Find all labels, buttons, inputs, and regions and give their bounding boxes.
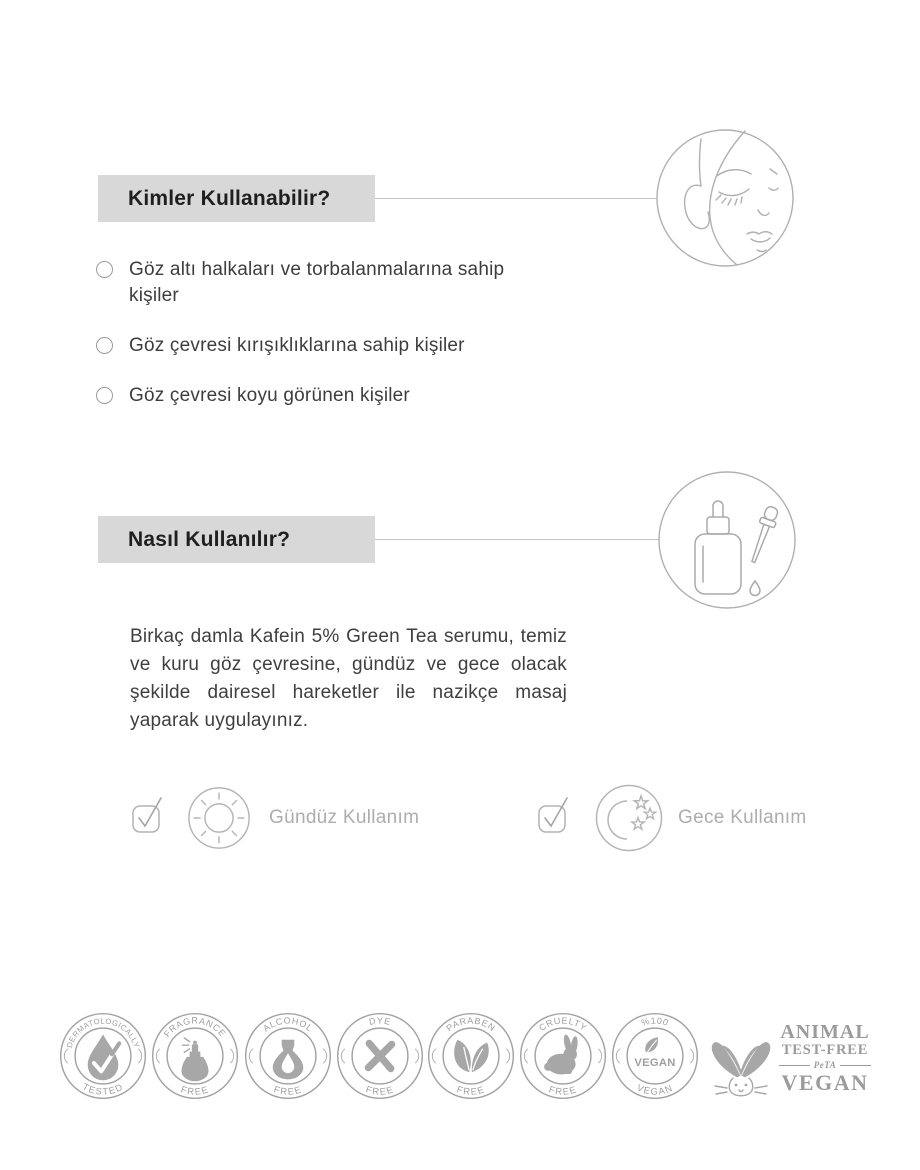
moon-icon [594, 783, 664, 853]
peta-line-vegan: VEGAN [781, 1070, 869, 1095]
svg-text:FREE: FREE [179, 1084, 211, 1097]
flask-icon [273, 1040, 304, 1080]
checkbox-night-icon [535, 794, 571, 834]
leaf-icon [645, 1037, 658, 1053]
svg-text:CRUELTY: CRUELTY [537, 1015, 590, 1034]
rabbit-icon [544, 1034, 579, 1075]
svg-text:PARABEN: PARABEN [444, 1015, 498, 1034]
svg-text:%100: %100 [640, 1015, 671, 1028]
connector-line [375, 198, 657, 199]
section-title-how: Nasıl Kullanılır? [128, 527, 291, 551]
connector-line [375, 539, 659, 540]
section-header-who [98, 175, 375, 222]
list-item-text: Göz altı halkaları ve torbalanmalarına sahip kişiler [129, 259, 505, 306]
badge-alcohol-free [243, 1011, 333, 1101]
badge-dye-free [335, 1011, 425, 1101]
circle-bullet-icon [96, 337, 113, 354]
how-to-paragraph: Birkaç damla Kafein 5% Green Tea serumu, temiz ve kuru göz çevresine, gündüz ve gece olacak şekilde dairesel hareketler ile nazikçe masaj yaparak uygulayınız. [130, 626, 567, 731]
svg-text:DERMATOLOGICALLY: DERMATOLOGICALLY [64, 1016, 142, 1050]
list-item-text: Göz çevresi koyu görünen kişiler [129, 385, 410, 406]
svg-text:VEGAN: VEGAN [634, 1056, 676, 1069]
divider [779, 1065, 810, 1066]
svg-text:TESTED: TESTED [80, 1081, 126, 1097]
svg-text:FREE: FREE [547, 1084, 579, 1097]
svg-text:FREE: FREE [455, 1084, 487, 1097]
who-can-use-list [96, 257, 556, 433]
svg-text:FREE: FREE [364, 1084, 396, 1097]
svg-text:FREE: FREE [272, 1084, 304, 1097]
badge-dermatologically-tested [58, 1011, 148, 1101]
circle-bullet-icon [96, 261, 113, 278]
peta-line-testfree: TEST-FREE [781, 1042, 869, 1058]
night-usage-label: Gece Kullanım [678, 807, 807, 828]
perfume-spray-icon [182, 1038, 209, 1081]
face-illustration-icon [655, 128, 795, 268]
x-mark-icon [368, 1043, 391, 1068]
badge-fragrance-free [150, 1011, 240, 1101]
badge-cruelty-free [518, 1011, 608, 1101]
badge-paraben-free [426, 1011, 516, 1101]
list-item [96, 383, 556, 409]
dropper-bottle-illustration-icon [657, 470, 797, 610]
section-header-how [98, 516, 375, 563]
list-item-text: Göz çevresi kırışıklıklarına sahip kişiler [129, 335, 465, 356]
svg-text:DYE: DYE [368, 1015, 392, 1028]
peta-bunny-heart-icon [703, 1014, 779, 1106]
list-item [96, 333, 556, 359]
divider [840, 1065, 871, 1066]
badge-100-vegan [610, 1011, 700, 1101]
svg-text:ALCOHOL: ALCOHOL [261, 1015, 315, 1034]
leaves-icon [454, 1040, 489, 1072]
circle-bullet-icon [96, 387, 113, 404]
list-item [96, 257, 556, 309]
svg-text:VEGAN: VEGAN [635, 1082, 675, 1097]
peta-line-animal: ANIMAL [780, 1021, 870, 1043]
sun-icon [185, 784, 253, 852]
day-usage-label: Gündüz Kullanım [269, 807, 420, 828]
checkbox-day-icon [129, 794, 165, 834]
svg-text:FRAGRANCE: FRAGRANCE [161, 1015, 229, 1039]
droplet-check-icon [88, 1034, 120, 1080]
peta-line-peta: PeTA [779, 1060, 871, 1070]
peta-vegan-label [779, 1022, 871, 1095]
section-title-who: Kimler Kullanabilir? [128, 186, 331, 210]
